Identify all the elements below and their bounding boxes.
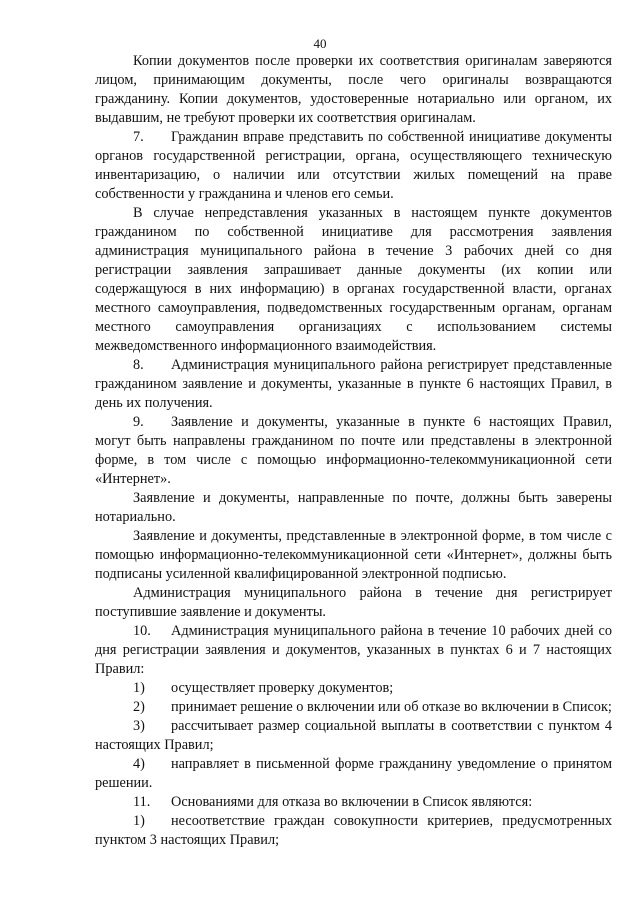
list-item-number: 2)	[133, 699, 145, 715]
page-number: 40	[313, 36, 327, 51]
list-item-number: 4)	[133, 756, 145, 772]
paragraph-number: 10.	[133, 623, 151, 639]
paragraph-non-submission	[95, 204, 612, 356]
paragraph-10	[95, 622, 612, 679]
list-item-text: рассчитывает размер социальной выплаты в соответствии с пунктом 4 настоящих Правил;	[95, 718, 612, 753]
document-body	[95, 52, 612, 850]
list-item-text: принимает решение о включении или об отказе во включении в Список;	[171, 699, 612, 715]
paragraph-text: Заявление и документы, указанные в пункте 6 настоящих Правил, могут быть направлены гражданином по почте или представлены в электронной форме, в том числе с помощью информационно-телекоммуникационной сети «Интернет».	[95, 414, 612, 487]
paragraph-text: В случае непредставления указанных в настоящем пункте документов гражданином по собственной инициативе для рассмотрения заявления администрация муниципального района в течение 3 рабочих дней со дня регистрации заявления запрашивает данные документы (их копии или содержащуюся в них информацию) в органах государственной власти, органах местного самоуправления, подведомственных государственным органам, органам местного самоуправления организациях с использованием системы межведомственного информационного взаимодействия.	[95, 205, 612, 354]
list-item-11-1	[95, 812, 612, 850]
paragraph-text: Гражданин вправе представить по собственной инициативе документы органов государственной регистрации, органа, осуществляющего техническую инвентаризацию, о наличии или отсутствии жилых помещений на праве собственности у гражданина и членов его семьи.	[95, 129, 612, 202]
paragraph-text: Копии документов после проверки их соответствия оригиналам заверяются лицом, принимающим документы, после чего оригиналы возвращаются гражданину. Копии документов, удостоверенные нотариально или органом, их выдавшим, не требуют проверки их соответствия оригиналам.	[95, 53, 612, 126]
list-item-number: 1)	[133, 813, 145, 829]
list-item-10-3	[95, 717, 612, 755]
paragraph-electronic	[95, 527, 612, 584]
paragraph-registration	[95, 584, 612, 622]
paragraph-number: 7.	[133, 129, 144, 145]
list-item-10-4	[95, 755, 612, 793]
list-item-number: 3)	[133, 718, 145, 734]
paragraph-text: Администрация муниципального района в течение 10 рабочих дней со дня регистрации заявления и документов, указанных в пунктах 6 и 7 настоящих Правил:	[95, 623, 612, 677]
paragraph-text: Администрация муниципального района в течение дня регистрирует поступившие заявление и документы.	[95, 585, 612, 620]
paragraph-text: Заявление и документы, представленные в электронной форме, в том числе с помощью информационно-телекоммуникационной сети «Интернет», должны быть подписаны усиленной квалифицированной электронной подписью.	[95, 528, 612, 582]
paragraph-text: Заявление и документы, направленные по почте, должны быть заверены нотариально.	[95, 490, 612, 525]
paragraph-number: 11.	[133, 794, 151, 810]
list-item-number: 1)	[133, 680, 145, 696]
paragraph-11	[95, 793, 612, 812]
list-item-10-1	[95, 679, 612, 698]
paragraph-8	[95, 356, 612, 413]
paragraph-text: Основаниями для отказа во включении в Список являются:	[171, 794, 533, 810]
paragraph-text: Администрация муниципального района регистрирует представленные гражданином заявление и документы, указанные в пункте 6 настоящих Правил, в день их получения.	[95, 357, 612, 411]
paragraph-number: 8.	[133, 357, 144, 373]
list-item-10-2	[95, 698, 612, 717]
paragraph-7	[95, 128, 612, 204]
list-item-text: осуществляет проверку документов;	[171, 680, 394, 696]
list-item-text: несоответствие граждан совокупности критериев, предусмотренных пунктом 3 настоящих Правил;	[95, 813, 612, 848]
paragraph-9	[95, 413, 612, 489]
paragraph-number: 9.	[133, 414, 144, 430]
list-item-text: направляет в письменной форме гражданину уведомление о принятом решении.	[95, 756, 612, 791]
paragraph-mail	[95, 489, 612, 527]
paragraph-copies	[95, 52, 612, 128]
